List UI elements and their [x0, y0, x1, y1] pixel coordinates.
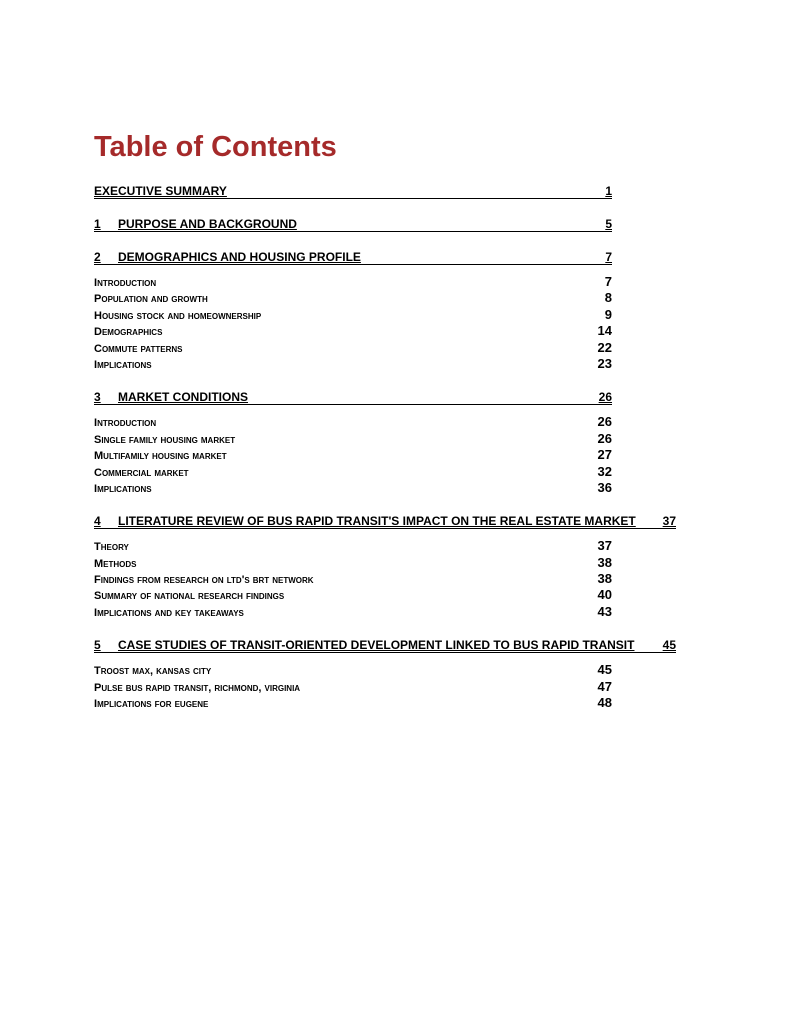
- toc-subsection-title: Commercial market: [94, 466, 189, 479]
- toc-subsection-title: Commute patterns: [94, 342, 183, 355]
- toc-subsection-entry[interactable]: [94, 571, 612, 587]
- toc-subsection-entry[interactable]: [94, 464, 612, 480]
- toc-subsection-title: Pulse bus rapid transit, richmond, virginia: [94, 681, 301, 694]
- toc-subsection-page-number: 47: [597, 678, 612, 694]
- toc-section-entry[interactable]: [94, 637, 676, 653]
- toc-subsection-title: Summary of national research findings: [94, 590, 285, 603]
- toc-subsection-list: [94, 662, 612, 711]
- toc-subsection-title: Implications and key takeaways: [94, 606, 244, 619]
- page-title: Table of Contents: [94, 131, 337, 163]
- toc-subsection-entry[interactable]: [94, 274, 612, 290]
- toc-section-title: EXECUTIVE SUMMARY: [94, 184, 227, 198]
- toc-subsection-entry[interactable]: [94, 587, 612, 603]
- toc-subsection-entry[interactable]: [94, 356, 612, 372]
- toc-subsection-entry[interactable]: [94, 555, 612, 571]
- toc-subsection-page-number: 43: [597, 603, 612, 619]
- toc-subsection-page-number: 36: [597, 479, 612, 495]
- toc-section-number: 1: [94, 217, 101, 231]
- toc-subsection-title: Implications: [94, 358, 152, 371]
- toc-subsection-entry[interactable]: [94, 290, 612, 306]
- toc-section-title: CASE STUDIES OF TRANSIT-ORIENTED DEVELOPMENT LINKED TO BUS RAPID TRANSIT: [118, 638, 635, 653]
- toc-section-title: LITERATURE REVIEW OF BUS RAPID TRANSIT'S IMPACT ON THE REAL ESTATE MARKET: [118, 514, 636, 529]
- toc-section-title: DEMOGRAPHICS AND HOUSING PROFILE: [118, 250, 361, 264]
- toc-subsection-page-number: 7: [604, 274, 612, 289]
- toc-section-entry[interactable]: [94, 513, 676, 529]
- toc-subsection-title: Multifamily housing market: [94, 450, 227, 463]
- toc-subsection-title: Housing stock and homeownership: [94, 309, 262, 322]
- toc-subsection-list: [94, 538, 612, 620]
- toc-section-title: MARKET CONDITIONS: [118, 390, 248, 405]
- toc-subsection-entry[interactable]: [94, 431, 612, 447]
- toc-section-entry[interactable]: [94, 216, 612, 232]
- toc-section-number: 3: [94, 390, 101, 405]
- toc-subsection-entry[interactable]: [94, 307, 612, 323]
- toc-subsection-entry[interactable]: [94, 662, 612, 678]
- toc-subsection-entry[interactable]: [94, 679, 612, 695]
- toc-subsection-title: Single family housing market: [94, 433, 236, 446]
- toc-section-entry[interactable]: [94, 183, 612, 199]
- toc-section-page-number: 7: [605, 250, 612, 264]
- toc-subsection-page-number: 38: [597, 554, 612, 570]
- toc-subsection-page-number: 22: [597, 339, 612, 355]
- toc-section-page-number: 37: [662, 514, 676, 529]
- toc-subsection-page-number: 27: [597, 447, 612, 463]
- toc-subsection-title: Findings from research on ltd's brt network: [94, 574, 314, 587]
- toc-subsection-entry[interactable]: [94, 695, 612, 711]
- toc-subsection-page-number: 32: [597, 463, 612, 479]
- toc-section-page-number: 45: [662, 638, 676, 653]
- toc-subsection-title: Implications: [94, 482, 152, 495]
- toc-section-number: 5: [94, 638, 101, 653]
- toc-section-entry[interactable]: [94, 389, 612, 405]
- toc-subsection-page-number: 40: [597, 587, 612, 603]
- toc-subsection-page-number: 26: [597, 414, 612, 430]
- table-of-contents: [94, 183, 676, 711]
- toc-subsection-page-number: 23: [597, 355, 612, 371]
- toc-subsection-title: Demographics: [94, 326, 163, 339]
- toc-subsection-page-number: 8: [604, 290, 612, 306]
- toc-section-title: PURPOSE AND BACKGROUND: [118, 217, 297, 231]
- toc-subsection-entry[interactable]: [94, 323, 612, 339]
- toc-subsection-entry[interactable]: [94, 604, 612, 620]
- toc-subsection-title: Theory: [94, 541, 129, 554]
- toc-subsection-entry[interactable]: [94, 538, 612, 554]
- toc-subsection-title: Troost max, kansas city: [94, 665, 212, 678]
- toc-subsection-page-number: 14: [597, 323, 612, 339]
- toc-section-number: 2: [94, 250, 101, 264]
- toc-subsection-title: Population and growth: [94, 293, 208, 306]
- toc-subsection-page-number: 38: [597, 571, 612, 587]
- toc-subsection-page-number: 37: [597, 538, 612, 554]
- toc-subsection-title: Introduction: [94, 417, 157, 430]
- toc-section-page-number: 1: [605, 184, 612, 198]
- toc-subsection-page-number: 48: [597, 695, 612, 711]
- toc-section-page-number: 26: [598, 390, 612, 405]
- toc-section-entry[interactable]: [94, 249, 612, 265]
- toc-subsection-entry[interactable]: [94, 414, 612, 430]
- toc-subsection-page-number: 26: [597, 430, 612, 446]
- toc-subsection-page-number: 45: [597, 662, 612, 678]
- toc-section-number: 4: [94, 514, 101, 529]
- toc-subsection-title: Implications for eugene: [94, 698, 209, 711]
- toc-subsection-entry[interactable]: [94, 447, 612, 463]
- toc-subsection-list: [94, 414, 612, 496]
- toc-section-page-number: 5: [605, 217, 612, 231]
- toc-subsection-page-number: 9: [604, 306, 612, 322]
- toc-subsection-title: Introduction: [94, 277, 157, 289]
- toc-subsection-entry[interactable]: [94, 340, 612, 356]
- toc-subsection-entry[interactable]: [94, 480, 612, 496]
- toc-subsection-list: [94, 274, 612, 372]
- toc-subsection-title: Methods: [94, 557, 137, 570]
